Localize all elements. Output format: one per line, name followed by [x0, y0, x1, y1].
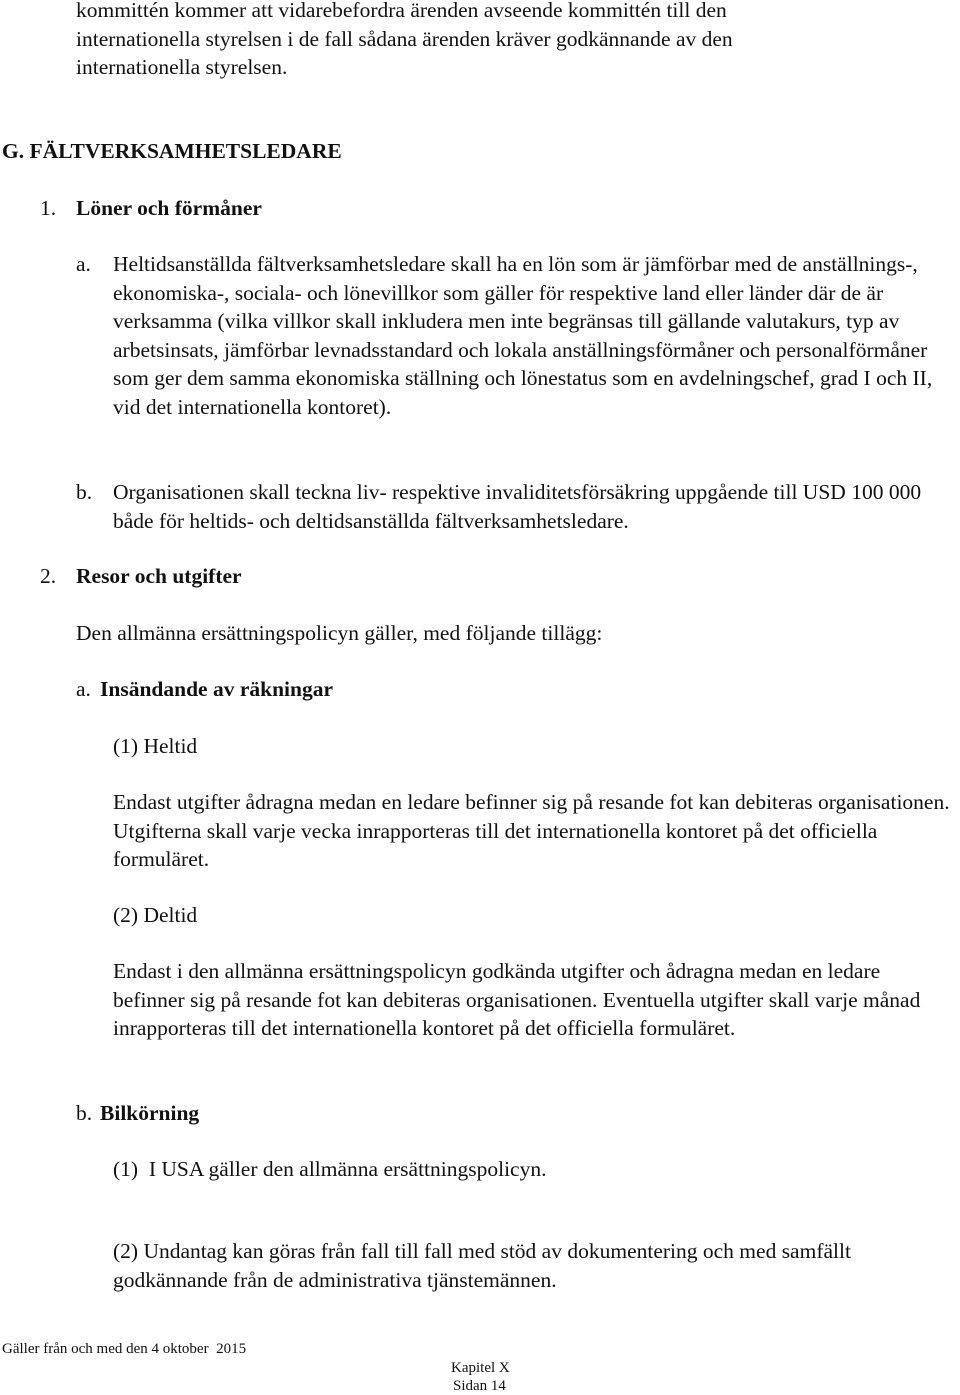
- item-2-number: 2.: [40, 564, 57, 588]
- item-1a-text: Heltidsanställda fältverksamhetsledare skall ha en lön som är jämförbar med de anställnings-, ekonomiska-, sociala- och lönevillkor som gäller för respektive land eller länder där de är verksamma (vilka villkor skall inkludera men inte begränsas till gällande valutakurs, typ av arbetsinsats, jämförbar levnadsstandard och lokala anställningsförmåner och personalförmåner som ger dem samma ekonomiska ställning och lönestatus som en avdelningschef, grad I och II, vid det internationella kontoret).: [113, 252, 933, 419]
- item-2b-sub2: (2) Undantag kan göras från fall till fall med stöd av dokumentering och med samfällt godkännande från de administrativa tjänstemännen.: [113, 1239, 851, 1292]
- item-1-title: Löner och förmåner: [76, 196, 262, 220]
- item-2b-sub1: (1) I USA gäller den allmänna ersättningspolicyn.: [113, 1157, 547, 1181]
- item-2a-sub2-text: Endast i den allmänna ersättningspolicyn godkända utgifter och ådragna medan en ledare befinner sig på resande fot kan debiteras organisationen. Eventuella utgifter skall varje månad inrapporteras till det internationella kontoret på det officiella formuläret.: [113, 959, 921, 1040]
- item-1-number: 1.: [40, 196, 57, 220]
- item-2b-marker: b.: [76, 1101, 93, 1125]
- item-1a-marker: a.: [76, 252, 91, 276]
- footer-valid-from: Gäller från och med den 4 oktober 2015: [2, 1341, 247, 1357]
- item-2a-marker: a.: [76, 677, 91, 701]
- item-2a-sub1-text: Endast utgifter ådragna medan en ledare befinner sig på resande fot kan debiteras organisationen. Utgifterna skall varje vecka inrapporteras till det internationella kontoret på det officiella formuläret.: [113, 790, 950, 871]
- item-2b-title: Bilkörning: [100, 1101, 200, 1125]
- item-2a-sub2-label: (2) Deltid: [113, 903, 198, 927]
- intro-paragraph: kommittén kommer att vidarebefordra ärenden avseende kommittén till den internationella styrelsen i de fall sådana ärenden kräver godkännande av den internationella styrelsen.: [76, 0, 733, 79]
- section-heading: G. FÄLTVERKSAMHETSLEDARE: [2, 139, 342, 163]
- item-2a-title: Insändande av räkningar: [100, 677, 333, 701]
- item-2-title: Resor och utgifter: [76, 564, 242, 588]
- item-2a-sub1-label: (1) Heltid: [113, 734, 198, 758]
- footer-page-number: Sidan 14: [453, 1378, 506, 1394]
- footer-chapter: Kapitel X: [451, 1360, 510, 1376]
- item-1b-text: Organisationen skall teckna liv- respektive invaliditetsförsäkring uppgående till USD 100 000 både för heltids- och deltidsanställda fältverksamhetsledare.: [113, 480, 922, 533]
- item-1b-marker: b.: [76, 480, 93, 504]
- item-2-intro: Den allmänna ersättningspolicyn gäller, med följande tillägg:: [76, 621, 603, 645]
